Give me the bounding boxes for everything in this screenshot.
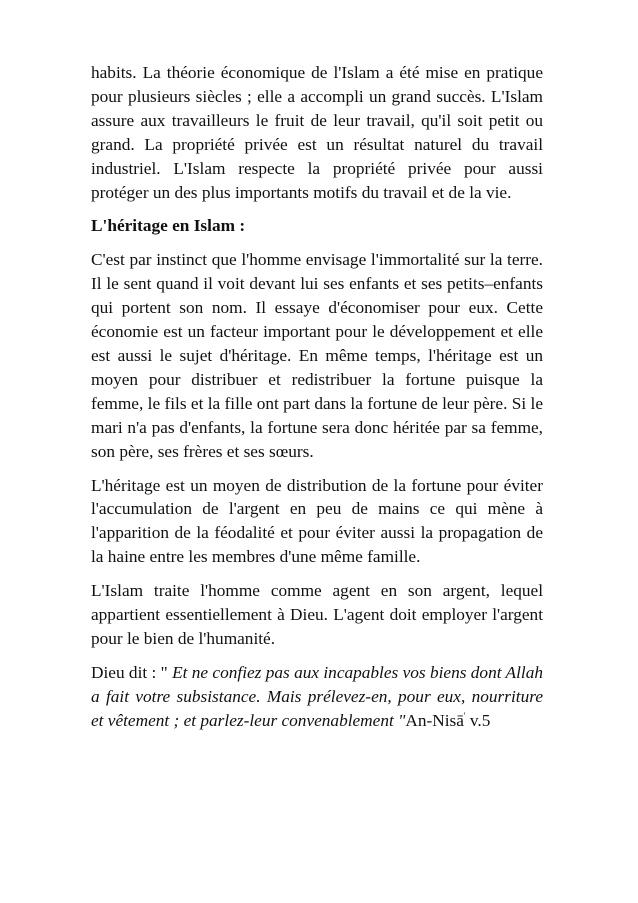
section-heading-inheritance: L'héritage en Islam :: [91, 216, 246, 236]
quote-source: An-Nisā: [405, 710, 464, 730]
paragraph-quran-quote: [91, 661, 543, 733]
paragraph-agent-money: L'Islam traite l'homme comme agent en son argent, lequel appartient essentiellement à Dieu. L'agent doit employer l'argent pour le bien de l'humanité.: [91, 581, 543, 648]
quote-verse: v.5: [465, 710, 491, 730]
quote-source-mark: ': [463, 710, 466, 721]
paragraph-economic-theory: habits. La théorie économique de l'Islam a été mise en pratique pour plusieurs siècles ; elle a accompli un grand succès. L'Islam assure aux travailleurs le fruit de leur travail, qu'il soit petit ou grand. La propriété privée est un résultat naturel du travail industriel. L'Islam respecte la propriété privée pour aussi protéger un des plus importants motifs du travail et de la vie.: [91, 63, 543, 202]
quote-intro: Dieu dit : ": [91, 662, 173, 682]
document-body: [91, 61, 543, 743]
quote-text: Et ne confiez pas aux incapables vos biens dont Allah a fait votre subsistance. Mais prélevez-en, pour eux, nourriture et vêtement ; et parlez-leur convenablement ": [91, 662, 543, 730]
paragraph-instinct-immortality: C'est par instinct que l'homme envisage l'immortalité sur la terre. Il le sent quand il voit devant lui ses enfants et ses petits–enfants qui portent son nom. Il essaye d'économiser pour eux. Cette économie est un facteur important pour le développement et elle est aussi le sujet d'héritage. En même temps, l'héritage est un moyen pour distribuer et redistribuer la fortune puisque la femme, le fils et la fille ont part dans la fortune de leur père. Si le mari n'a pas d'enfants, la fortune sera donc héritée par sa femme, son père, ses frères et ses sœurs.: [91, 250, 543, 461]
paragraph-distribution: L'héritage est un moyen de distribution de la fortune pour éviter l'accumulation de l'argent en peu de mains ce qui mène à l'apparition de la féodalité et pour éviter aussi la propagation de la haine entre les membres d'une même famille.: [91, 475, 543, 567]
